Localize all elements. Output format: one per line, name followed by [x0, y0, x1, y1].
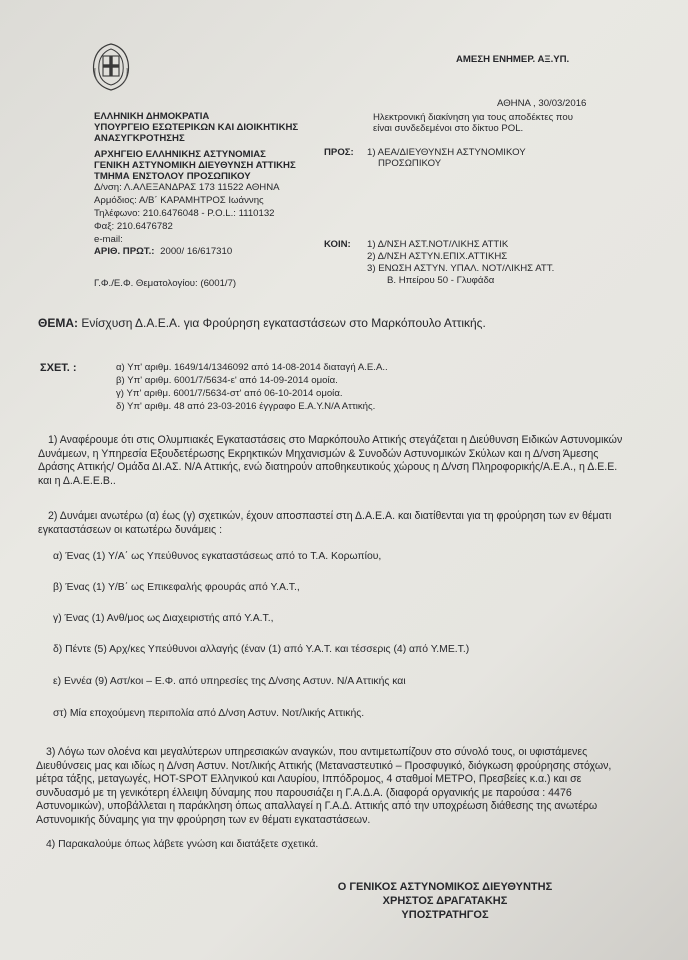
paragraph-1-line: Δυνάμεων, η Υπηρεσία Εξουδετέρωσης Εκρηκτικών Μηχανισμών & Συνοδών Αστυνομικών Σκύλων και η Δ/νση Άμεσης: [38, 447, 599, 460]
fax-line: Φαξ: 210.6476782: [94, 221, 173, 232]
force-item-d: δ) Πέντε (5) Αρχ/κες Υπεύθυνοι αλλαγής (έναν (1) από Υ.Α.Τ. και τέσσερις (4) από Υ.ΜΕ.Τ.): [53, 644, 470, 655]
sender-line-6: ΤΜΗΜΑ ΕΝΣΤΟΛΟΥ ΠΡΟΣΩΠΙΚΟΥ: [94, 171, 251, 182]
protocol-number: [94, 246, 232, 257]
paragraph-3-line: 3) Λόγω των ολοένα και μεγαλύτερων υπηρεσιακών αναγκών, που αντιμετωπίζουν στο σύνολό τους, οι υφιστάμενες: [46, 746, 588, 758]
paragraph-2-line: εγκαταστάσεων οι κατωτέρω δυνάμεις :: [38, 523, 223, 536]
paragraph-2-line: 2) Δυνάμει ανωτέρω (α) έως (γ) σχετικών, έχουν αποσπαστεί στη Δ.Α.Ε.Α. και διατίθενται για τη φρούρηση των εν θέματι: [48, 510, 612, 522]
greek-coat-of-arms-icon: [86, 38, 136, 94]
reference-item-b: β) Υπ' αριθμ. 6001/7/5634-ε' από 14-09-2014 ομοία.: [116, 375, 338, 386]
signature-title: Ο ΓΕΝΙΚΟΣ ΑΣΤΥΝΟΜΙΚΟΣ ΔΙΕΥΘΥΝΤΗΣ: [337, 881, 553, 893]
urgency-header: ΑΜΕΣΗ ΕΝΗΜΕΡ. ΑΞ.ΥΠ.: [456, 54, 570, 65]
force-item-c: γ) Ένας (1) Ανθ/μος ως Διαχειριστής από Υ.Α.Τ.,: [53, 613, 274, 624]
email-line: e-mail:: [94, 234, 123, 245]
cc-line-1: 1) Δ/ΝΣΗ ΑΣΤ.ΝΟΤ/ΛΙΚΗΣ ΑΤΤΙΚ: [367, 239, 509, 250]
file-reference: Γ.Φ./Ε.Φ. Θεματολογίου: (6001/7): [94, 278, 237, 289]
force-item-e: ε) Εννέα (9) Αστ/κοι – Ε.Φ. από υπηρεσίες της Δ/νσης Αστυν. Ν/Α Αττικής και: [53, 676, 406, 687]
subject-line: [38, 316, 486, 330]
paragraph-3-line: μέτρα τάξης, μεταγωγές, HOT-SPOT Ελληνικού και Λαυρίου, Ιππόδρομος, 4 σταθμοί ΜΕΤΡΟ, Πρεσβείες κ.α.) και σε: [36, 773, 582, 786]
paragraph-3-line: Αστυνομικών), υποβάλλεται η παράκληση όπως απαλλαγεί η Γ.Α.Δ. Αττικής από την υποχρέωση διάθεσης της ανωτέρω: [36, 800, 598, 813]
protocol-value: 2000/ 16/617310: [160, 246, 233, 257]
protocol-label: ΑΡΙΘ. ΠΡΩΤ.:: [94, 246, 155, 257]
to-line-2: ΠΡΟΣΩΠΙΚΟΥ: [378, 158, 442, 169]
force-item-b: β) Ένας (1) Υ/Β΄ ως Επικεφαλής φρουράς από Υ.Α.Τ.,: [53, 582, 300, 593]
paragraph-1-line: Δράσης Αττικής/ Ομάδα ΔΙ.ΑΣ. Ν/Α Αττικής, ενώ διατηρούν αποθηκευτικούς χώρους η Δ/νση Πληροφορικής/Α.Ε.Α., η Δ.Ε.Ε.: [38, 461, 618, 474]
cc-line-4: Β. Ηπείρου 50 - Γλυφάδα: [387, 275, 495, 286]
sender-line-2: ΥΠΟΥΡΓΕΙΟ ΕΣΩΤΕΡΙΚΩΝ ΚΑΙ ΔΙΟΙΚΗΤΙΚΗΣ: [94, 122, 299, 133]
paragraph-4: 4) Παρακαλούμε όπως λάβετε γνώση και διατάξετε σχετικά.: [46, 839, 319, 850]
to-line-1: 1) ΑΕΑ/ΔΙΕΥΘΥΝΣΗ ΑΣΤΥΝΟΜΙΚΟΥ: [367, 147, 526, 158]
distribution-note-1: Ηλεκτρονική διακίνηση για τους αποδέκτες που: [373, 112, 573, 123]
paragraph-2: [38, 510, 666, 537]
sender-line-3: ΑΝΑΣΥΓΚΡΟΤΗΣΗΣ: [94, 133, 185, 144]
distribution-note-2: είναι συνδεδεμένοι στο δίκτυο POL.: [373, 123, 524, 134]
reference-item-d: δ) Υπ' αριθμ. 48 από 23-03-2016 έγγραφο Ε.Α.Υ.Ν/Α Αττικής.: [116, 401, 376, 412]
reference-item-a: α) Υπ' αριθμ. 1649/14/1346092 από 14-08-2014 διαταγή Α.Ε.Α..: [116, 362, 388, 373]
sender-line-5: ΓΕΝΙΚΗ ΑΣΤΥΝΟΜΙΚΗ ΔΙΕΥΘΥΝΣΗ ΑΤΤΙΚΗΣ: [94, 160, 296, 171]
paragraph-1: [38, 434, 666, 488]
paragraph-1-line: 1) Αναφέρουμε ότι στις Ολυμπιακές Εγκαταστάσεις στο Μαρκόπουλο Αττικής στεγάζεται η Διεύθυνση Ειδικών Αστυνομικών: [48, 434, 623, 446]
paragraph-3: [36, 746, 666, 828]
references-label: ΣΧΕΤ. :: [40, 362, 77, 374]
to-label: ΠΡΟΣ:: [324, 147, 354, 158]
cc-line-3: 3) ΕΝΩΣΗ ΑΣΤΥΝ. ΥΠΑΛ. ΝΟΤ/ΛΙΚΗΣ ΑΤΤ.: [367, 263, 555, 274]
cc-label: ΚΟΙΝ:: [324, 239, 351, 250]
sender-line-4: ΑΡΧΗΓΕΙΟ ΕΛΛΗΝΙΚΗΣ ΑΣΤΥΝΟΜΙΑΣ: [94, 149, 266, 160]
signature-name: ΧΡΗΣΤΟΣ ΔΡΑΓΑΤΑΚΗΣ: [382, 895, 508, 907]
cc-line-2: 2) Δ/ΝΣΗ ΑΣΤΥΝ.ΕΠΙΧ.ΑΤΤΙΚΗΣ: [367, 251, 508, 262]
subject-label: ΘΕΜΑ:: [38, 316, 78, 330]
phone-line: Τηλέφωνο: 210.6476048 - P.O.L.: 1110132: [94, 208, 275, 219]
signature-block: [300, 880, 590, 922]
force-item-a: α) Ένας (1) Υ/Α΄ ως Υπεύθυνος εγκαταστάσεως από το Τ.Α. Κορωπίου,: [53, 551, 382, 562]
sender-line-1: ΕΛΛΗΝΙΚΗ ΔΗΜΟΚΡΑΤΙΑ: [94, 111, 210, 122]
signature-rank: ΥΠΟΣΤΡΑΤΗΓΟΣ: [401, 909, 489, 921]
reference-item-c: γ) Υπ' αριθμ. 6001/7/5634-στ' από 06-10-2014 ομοία.: [116, 388, 343, 399]
date-line: ΑΘΗΝΑ , 30/03/2016: [497, 98, 587, 109]
paragraph-1-line: και η Δ.Α.Ε.Ε.Β..: [38, 474, 116, 487]
contact-person: Αρμόδιος: Α/Β΄ ΚΑΡΑΜΗΤΡΟΣ Ιωάννης: [94, 195, 264, 206]
paragraph-3-line: Αστυνομικής δύναμης για την φρούρηση των εν θέματι εγκαταστάσεων.: [36, 813, 371, 826]
paragraph-3-line: Διευθύνσεις μας και ιδίως η Δ/νση Αστυν. Νοτ/λικής Αττικής (Μεταναστευτικό – Προσφυγικό, διόγκωση φρούρησης στόχων,: [36, 759, 612, 772]
subject-text: Ενίσχυση Δ.Α.Ε.Α. για Φρούρηση εγκαταστάσεων στο Μαρκόπουλο Αττικής.: [81, 316, 486, 330]
force-item-f: στ) Μία εποχούμενη περιπολία από Δ/νση Αστυν. Νοτ/λικής Αττικής.: [53, 708, 365, 719]
paragraph-3-line: συνδυασμό με τη γενικότερη έλλειψη δύναμης που παρουσιάζει η Γ.Α.Δ.Α. (διαφορά οργανικής με παρούσα : 4476: [36, 786, 572, 799]
sender-address: Δ/νση: Λ.ΑΛΕΞΑΝΔΡΑΣ 173 11522 ΑΘΗΝΑ: [94, 182, 280, 193]
